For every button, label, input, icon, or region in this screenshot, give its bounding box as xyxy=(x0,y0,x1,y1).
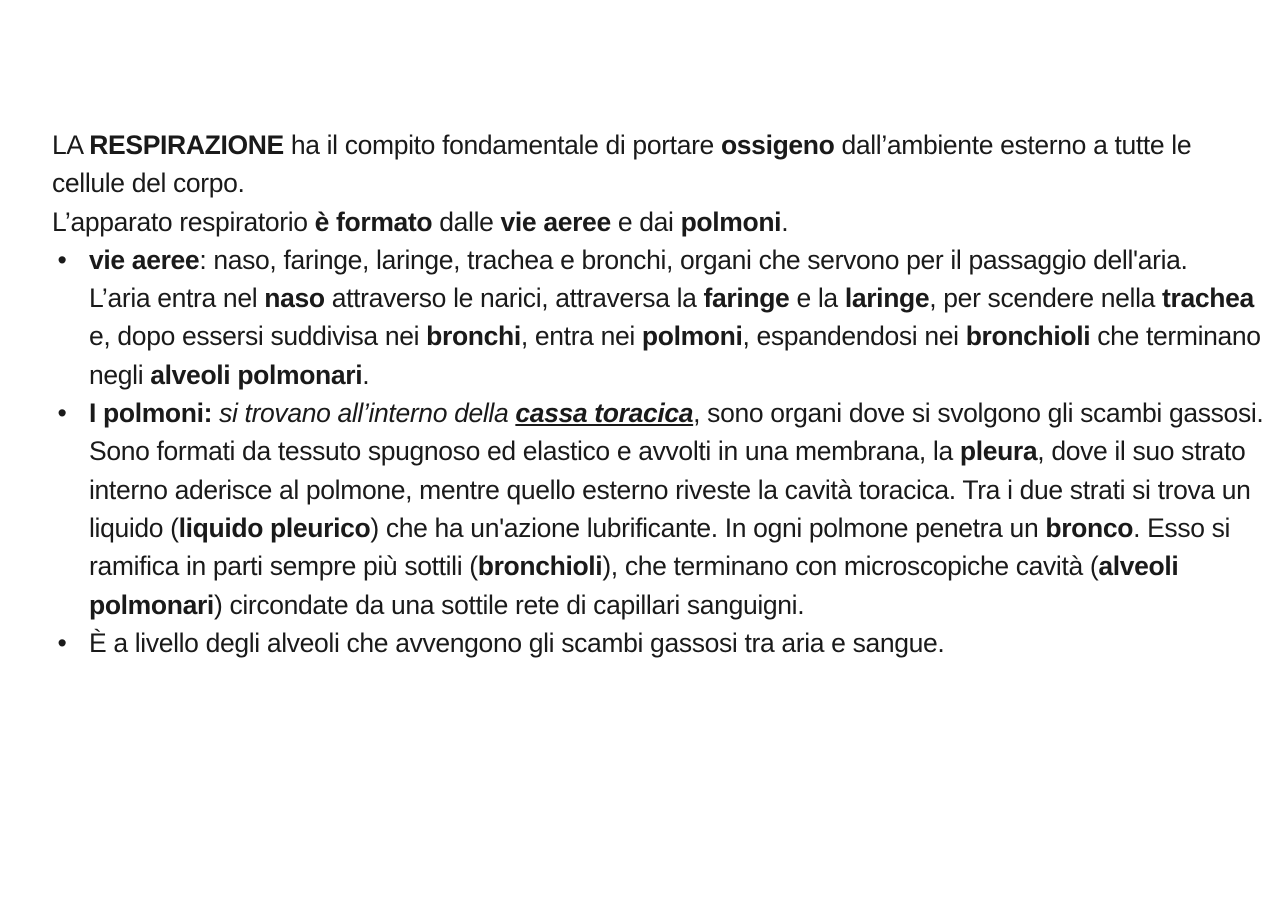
keyword-laringe: laringe xyxy=(844,283,930,314)
keyword-alveoli-polmonari: alveoli polmonari xyxy=(89,551,1179,620)
text-run: dall’ambiente esterno a tutte le cellule del corpo. xyxy=(52,130,1192,199)
keyword-bronchioli: bronchioli xyxy=(965,321,1091,352)
keyword-i-polmoni: I polmoni: xyxy=(89,398,213,429)
bullet-marker: • xyxy=(57,398,67,429)
text-run: ) che ha un'azione lubrificante. In ogni polmone penetra un xyxy=(370,512,1046,543)
text-run: , dove il suo strato interno aderisce al polmone, mentre quello esterno riveste la cavità toracica. Tra i due strati si trova un liquido ( xyxy=(89,436,1251,543)
bullet-item-polmoni xyxy=(52,394,1267,624)
bullet-item-vie-aeree xyxy=(52,241,1267,394)
text-run: , espandendosi nei xyxy=(742,321,966,352)
text-run: e dai xyxy=(610,206,681,237)
bullet-item-scambi xyxy=(52,624,1267,662)
text-run: , entra nei xyxy=(520,321,642,352)
bullet-marker: • xyxy=(57,244,67,275)
text-run: È a livello degli alveoli che avvengono gli scambi gassosi tra aria e sangue. xyxy=(89,627,945,658)
bullet-list xyxy=(52,241,1267,662)
keyword-bronco: bronco xyxy=(1045,512,1134,543)
bullet-marker: • xyxy=(57,627,67,658)
text-run: ) circondate da una sottile rete di capillari sanguigni. xyxy=(213,589,805,620)
text-run: ha il compito fondamentale di portare xyxy=(283,130,721,160)
keyword-bronchi: bronchi xyxy=(426,321,521,352)
keyword-vie-aeree: vie aeree xyxy=(500,206,611,237)
keyword-trachea: trachea xyxy=(1162,283,1254,314)
keyword-formato: è formato xyxy=(314,206,433,237)
keyword-vie-aeree: vie aeree xyxy=(89,244,200,275)
text-run: attraverso le narici, attraversa la xyxy=(324,283,704,314)
keyword-cassa-toracica: cassa toracica xyxy=(515,398,694,429)
keyword-pleura: pleura xyxy=(959,436,1038,467)
text-run: L’aria entra nel xyxy=(89,283,265,314)
text-run: dalle xyxy=(432,206,501,237)
text-run: . xyxy=(362,359,370,390)
text-run: LA xyxy=(52,130,90,160)
keyword-polmoni: polmoni xyxy=(641,321,743,352)
text-run: , per scendere nella xyxy=(929,283,1163,314)
intro-paragraph xyxy=(52,126,1267,203)
text-run: . xyxy=(781,206,789,237)
apparato-paragraph xyxy=(52,203,1267,241)
text-run: e la xyxy=(789,283,845,314)
text-run: e, dopo essersi suddivisa nei xyxy=(89,321,427,352)
keyword-bronchioli: bronchioli xyxy=(477,551,603,582)
keyword-ossigeno: ossigeno xyxy=(720,130,835,160)
text-run: , sono organi dove si svolgono gli scambi gassosi. Sono formati da tessuto spugnoso ed elastico e avvolti in una membrana, la xyxy=(89,398,1264,467)
text-run: : naso, faringe, laringe, trachea e bronchi, organi che servono per il passaggio dell'aria. xyxy=(199,244,1188,275)
keyword-faringe: faringe xyxy=(703,283,790,314)
keyword-naso: naso xyxy=(264,283,325,314)
slide-content xyxy=(52,126,1267,662)
text-run: ), che terminano con microscopiche cavità ( xyxy=(602,551,1099,582)
text-run: . Esso si ramifica in parti sempre più sottili ( xyxy=(89,512,1231,582)
keyword-polmoni: polmoni xyxy=(680,206,782,237)
text-run: L’apparato respiratorio xyxy=(52,206,315,237)
vie-aeree-description xyxy=(89,279,1267,394)
keyword-alveoli-polmonari: alveoli polmonari xyxy=(150,359,363,390)
text-run: che terminano negli xyxy=(89,321,1261,390)
keyword-liquido-pleurico: liquido pleurico xyxy=(178,512,371,543)
italic-text-run: si trovano all’interno della xyxy=(212,398,516,429)
keyword-respirazione: RESPIRAZIONE xyxy=(89,130,284,160)
